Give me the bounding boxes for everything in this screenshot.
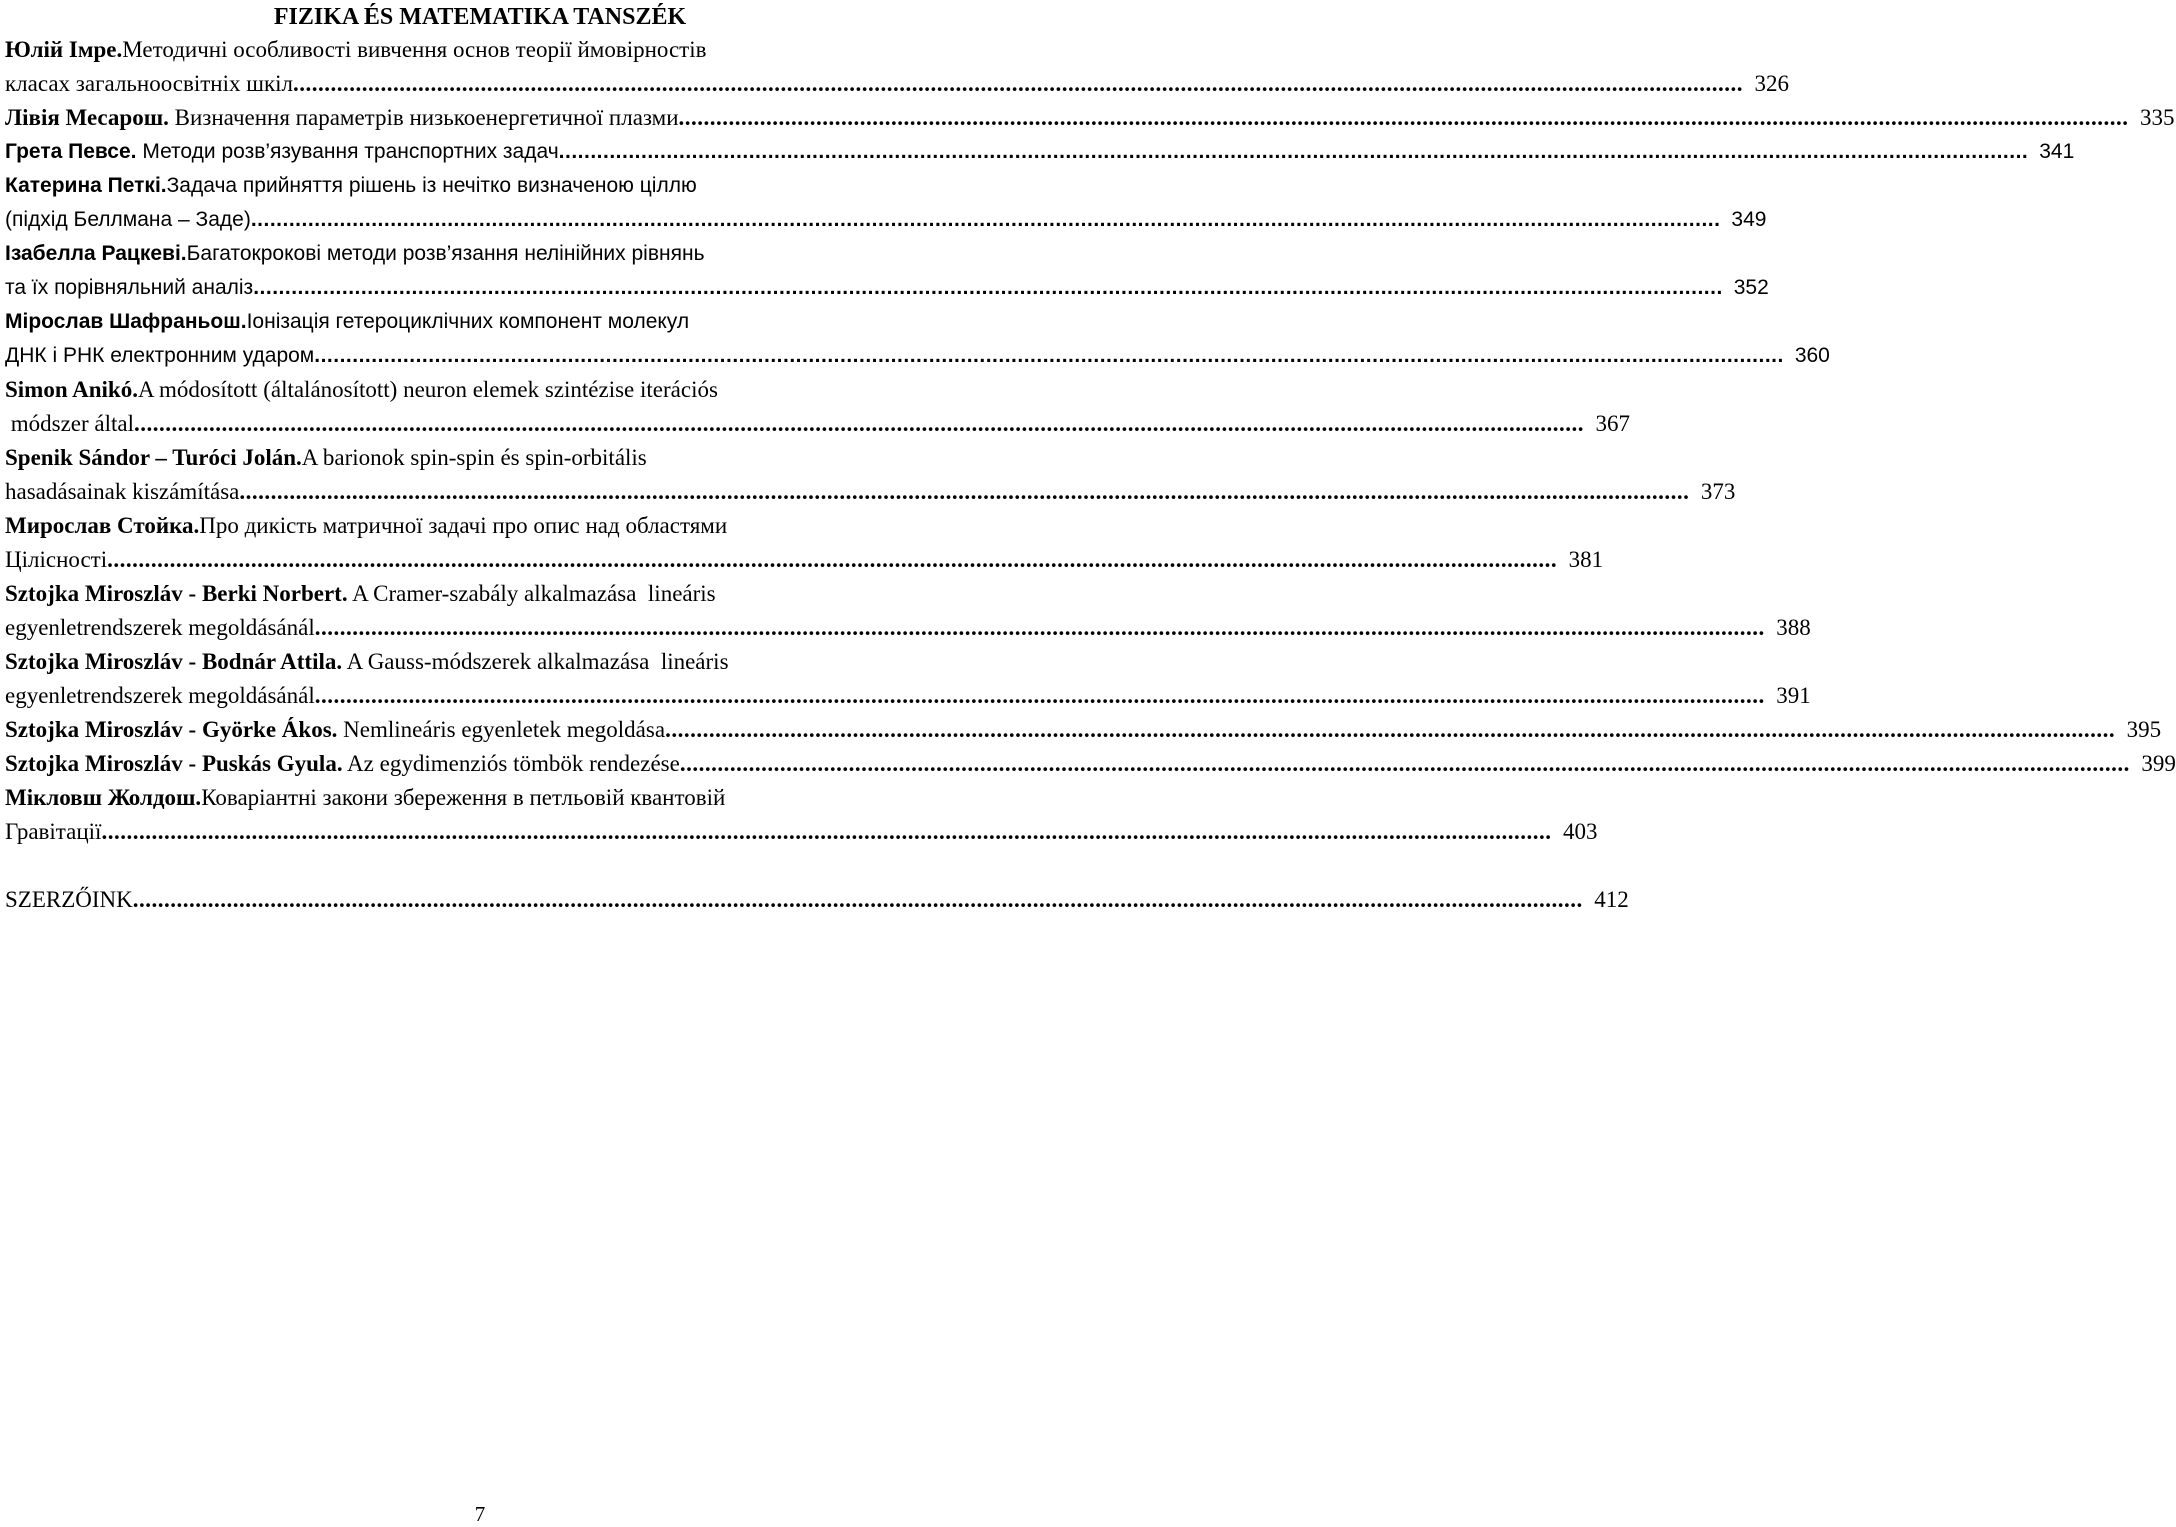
entry-title: A Cramer-szabály alkalmazása lineáris (347, 581, 716, 606)
entry-title: Коваріантні закони збереження в петльовій квантовій (201, 785, 726, 810)
entry-title-cont: класах загальноосвітніх шкіл (5, 71, 294, 96)
entry-title-cont: та їх порівняльний аналіз (5, 276, 254, 299)
dot-leader (101, 815, 1551, 849)
entry-page-number: 373 (1700, 479, 1736, 504)
entry-page-number: 388 (1776, 615, 1811, 640)
toc-entry (5, 135, 2075, 169)
entry-page-number: 381 (1568, 547, 1604, 572)
entry-page-number: 399 (2141, 751, 2176, 776)
entry-page-number: 360 (1794, 344, 1830, 367)
entry-title-cont: módszer által (5, 411, 135, 436)
toc-entry (5, 645, 1811, 713)
entry-title-cont: ДНК і РНК електронним ударом (5, 344, 315, 367)
entry-author: Мирослав Стойка. (5, 513, 200, 538)
entry-page-number: 335 (2140, 105, 2175, 130)
entry-author: Грета Певсе. (5, 140, 137, 163)
toc-entry (5, 101, 2175, 135)
entry-page-number: 395 (2126, 717, 2162, 742)
entry-title: A módosított (általánosított) neuron elemek szintézise iterációs (137, 377, 718, 402)
toc-entry (5, 441, 1736, 509)
toc-entry-authors (5, 883, 1629, 917)
entry-page-number: 391 (1776, 683, 1811, 708)
toc-entry (5, 713, 2162, 747)
entry-author: Мірослав Шафраньош. (5, 310, 247, 333)
dot-leader (680, 747, 2130, 781)
entry-author: Мікловш Жолдош. (5, 785, 202, 810)
dot-leader (293, 67, 1743, 101)
dot-leader (315, 679, 1765, 713)
entry-page-number: 326 (1754, 71, 1790, 96)
entry-author: Spenik Sándor – Turóci Jolán. (5, 445, 302, 470)
entry-author: Sztojka Miroszláv - Berki Norbert. (5, 581, 348, 606)
toc-entry (5, 509, 1604, 577)
entry-author: Simon Anikó. (5, 377, 138, 402)
dot-leader (107, 543, 1557, 577)
entry-title: Іонізація гетероциклічних компонент молекул (246, 310, 690, 333)
toc-entry (5, 747, 2176, 781)
toc-entry (5, 237, 1769, 305)
toc-entry (5, 781, 1598, 849)
dot-leader (251, 203, 1721, 237)
entry-title: Методи розв’язування транспортних задач (136, 140, 559, 163)
toc-entry (5, 305, 1830, 373)
entry-title-cont: Цілісності (5, 547, 108, 572)
entry-title: A Gauss-módszerek alkalmazása lineáris (342, 649, 729, 674)
dot-leader (314, 339, 1784, 373)
entry-page-number: 352 (1733, 276, 1769, 299)
toc-entry (5, 373, 1631, 441)
entry-title: Методичні особливості вивчення основ теорії ймовірностів (122, 37, 707, 62)
entry-author: Лівія Месарош. (5, 105, 169, 130)
entry-author: Ізабелла Рацкеві. (5, 242, 187, 265)
entry-title: Визначення параметрів низькоенергетичної плазми (168, 105, 679, 130)
entry-page-number: 412 (1594, 887, 1629, 912)
entry-title-cont: (підхід Беллмана – Заде) (5, 208, 251, 231)
entry-title-cont: egyenletrendszerek megoldásánál (5, 683, 315, 708)
entry-author: Катерина Петкі. (5, 174, 167, 197)
dot-leader (133, 883, 1583, 917)
section-heading: FIZIKA ÉS MATEMATIKA TANSZÉK (273, 4, 687, 30)
toc-entry (5, 577, 1811, 645)
dot-leader (559, 135, 2029, 169)
entry-title: Багатокрокові методи розв’язання нелінійних рівнянь (186, 242, 705, 265)
entry-author: Sztojka Miroszláv - Györke Ákos. (5, 717, 338, 742)
page-number: 7 (474, 1502, 486, 1526)
entry-page-number: 403 (1562, 819, 1598, 844)
table-of-contents (5, 33, 2176, 917)
dot-leader (679, 101, 2129, 135)
entry-author: Юлій Імре. (5, 37, 123, 62)
entry-author: Sztojka Miroszláv - Puskás Gyula. (5, 751, 343, 776)
entry-page-number: 341 (2039, 140, 2075, 163)
entry-page-number: 367 (1595, 411, 1631, 436)
entry-title-cont: hasadásainak kiszámítása (5, 479, 240, 504)
entry-title-cont: egyenletrendszerek megoldásánál (5, 615, 315, 640)
entry-title: Про дикість матричної задачі про опис над областями (199, 513, 728, 538)
toc-entry (5, 33, 1790, 101)
entry-title-cont: Гравітації (5, 819, 102, 844)
dot-leader (665, 713, 2115, 747)
entry-title: Nemlineáris egyenletek megoldása (337, 717, 666, 742)
entry-page-number: 349 (1731, 208, 1767, 231)
authors-label: SZERZŐINK (5, 887, 133, 912)
dot-leader (134, 407, 1584, 441)
entry-author: Sztojka Miroszláv - Bodnár Attila. (5, 649, 343, 674)
dot-leader (253, 271, 1723, 305)
entry-title: A barionok spin-spin és spin-orbitális (301, 445, 647, 470)
dot-leader (239, 475, 1689, 509)
entry-title: Задача прийняття рішень із нечітко визначеною ціллю (166, 174, 697, 197)
toc-entry (5, 169, 1767, 237)
dot-leader (315, 611, 1765, 645)
entry-title: Az egydimenziós tömbök rendezése (342, 751, 680, 776)
